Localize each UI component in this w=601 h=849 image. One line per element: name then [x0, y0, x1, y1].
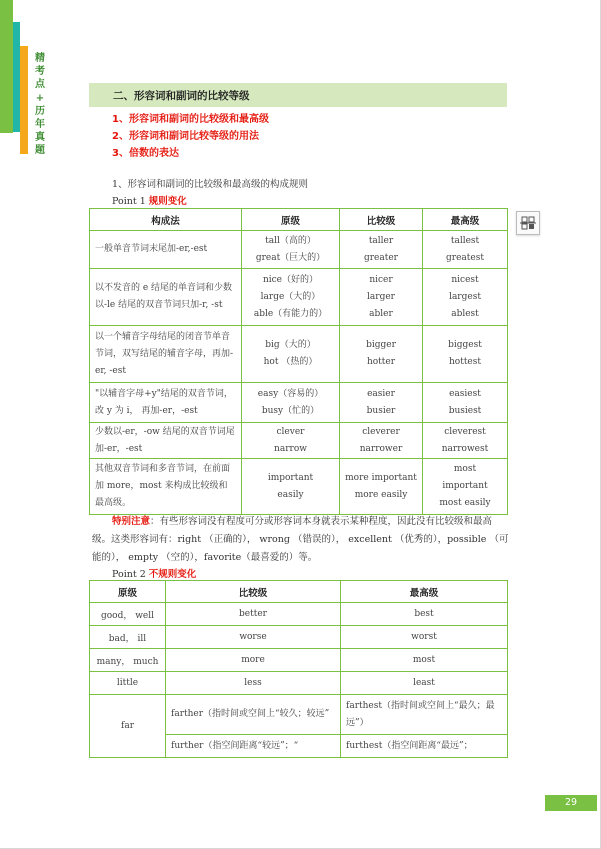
base-cell — [242, 423, 340, 459]
sidebar-char: + — [35, 92, 45, 104]
comparative-word: bigger — [366, 340, 396, 350]
comparative-cell — [340, 423, 423, 459]
comparative-cell: worse — [166, 626, 341, 649]
header-comparative: 比较级 — [340, 209, 423, 231]
base-cell — [242, 383, 340, 423]
header-base: 原级 — [242, 209, 340, 231]
comparative-cell: better — [166, 603, 341, 626]
section-item: 1、形容词和副词的比较级和最高级 — [112, 114, 269, 125]
superlative-cell: furthest（指空间距离“最远”； — [341, 735, 508, 758]
comparative-word: cleverer — [362, 426, 400, 437]
point1-prefix: Point 1 — [112, 196, 149, 207]
base-cell: little — [90, 672, 166, 695]
comparative-cell — [340, 459, 423, 515]
sidebar-char: 年 — [35, 119, 45, 131]
table-row — [90, 649, 508, 672]
header-base: 原级 — [90, 581, 166, 603]
rule-cell: 以一个辅音字母结尾的闭音节单音节词，双写结尾的辅音字母，再加-er, -est — [90, 326, 242, 383]
rule-cell: 一般单音节词末尾加-er,-est — [90, 231, 242, 269]
superlative-word: most easily — [439, 498, 491, 508]
superlative-word: hottest — [448, 357, 481, 367]
superlative-cell: least — [341, 672, 508, 695]
base-word: easily — [277, 489, 304, 500]
superlative-cell — [423, 269, 508, 326]
base-cell — [242, 269, 340, 326]
base-cell: bad， ill — [90, 626, 166, 649]
base-word: able（有能力的） — [253, 308, 328, 319]
base-word: busy（忙的） — [261, 405, 320, 416]
sidebar-char: 历 — [35, 105, 45, 117]
superlative-word: important — [442, 481, 488, 491]
table-row — [90, 672, 508, 695]
base-cell: many， much — [90, 649, 166, 672]
header-superlative: 最高级 — [341, 581, 508, 603]
table-header-row — [90, 581, 508, 603]
note-text: ：有些形容词没有程度可分或形容词本身就表示某种程度，因此没有比较级和最高级。这类形容词有：right （正确的）， wrong （错误的）， excellent （优秀的），possible （可能的）， empty （空的），favorite（最喜爱的）等。 — [92, 516, 509, 563]
special-note — [92, 513, 510, 567]
table-row-far — [90, 695, 508, 735]
section-title: 二、形容词和副词的比较等级 — [113, 90, 250, 102]
comparative-word: hotter — [366, 357, 396, 367]
base-word: hot （热的） — [263, 357, 318, 367]
comparative-cell: less — [166, 672, 341, 695]
superlative-cell — [423, 231, 508, 269]
base-word: tall（高的） — [265, 235, 316, 246]
superlative-word: easiest — [449, 388, 481, 399]
superlative-word: tallest — [450, 235, 480, 246]
comparative-word: more important — [345, 472, 417, 483]
section-item: 3、倍数的表达 — [112, 148, 179, 159]
superlative-cell — [423, 459, 508, 515]
point2-prefix: Point 2 — [112, 569, 149, 580]
superlative-word: biggest — [448, 340, 482, 350]
sidebar-vertical-title — [33, 52, 47, 158]
decor-bar-orange — [20, 46, 28, 154]
superlative-word: ablest — [451, 308, 479, 319]
superlative-cell: most — [341, 649, 508, 672]
table-row — [90, 269, 508, 326]
section-header — [89, 83, 507, 107]
base-word: large（大的） — [260, 291, 321, 302]
superlative-word: nicest — [451, 274, 479, 285]
page-number: 29 — [545, 795, 597, 811]
table-row — [90, 326, 508, 383]
base-word: clever — [276, 426, 305, 437]
base-word: easy（容易的） — [257, 388, 324, 399]
comparative-word: nicer — [369, 274, 393, 285]
table-row — [90, 626, 508, 649]
superlative-word: cleverest — [444, 426, 486, 437]
comparative-cell: more — [166, 649, 341, 672]
superlative-cell — [423, 383, 508, 423]
rule-cell: 少数以-er，-ow 结尾的双音节词尾加-er，-est — [90, 423, 242, 459]
irregular-comparison-table — [89, 580, 508, 758]
base-cell: good， well — [90, 603, 166, 626]
base-word: narrow — [274, 443, 307, 454]
sidebar-char: 点 — [35, 79, 45, 91]
note-label: 特别注意 — [112, 516, 151, 527]
comparative-cell — [340, 231, 423, 269]
table-row — [90, 383, 508, 423]
comparative-cell: farther（指时间或空间上“较久；较远” — [166, 695, 341, 735]
rule-cell: 以不发音的 e 结尾的单音词和少数以-le 结尾的双音节词只加-r, -st — [90, 269, 242, 326]
point1-heading — [112, 193, 187, 207]
comparative-word: easier — [367, 388, 395, 399]
comparative-cell — [340, 326, 423, 383]
superlative-word: most — [453, 464, 477, 474]
superlative-word: greatest — [446, 252, 484, 263]
superlative-cell — [423, 326, 508, 383]
comparative-cell — [340, 269, 423, 326]
superlative-word: largest — [449, 291, 481, 302]
base-word: nice（好的） — [262, 274, 319, 285]
intro-text: 1、形容词和副词的比较级和最高级的构成规则 — [112, 179, 309, 190]
table-row — [90, 603, 508, 626]
point1-title: 规则变化 — [148, 196, 187, 207]
comparative-word: abler — [369, 308, 393, 319]
section-item: 2、形容词和副词比较等级的用法 — [112, 131, 259, 142]
table-row — [90, 459, 508, 515]
sidebar-char: 题 — [35, 145, 45, 157]
base-word: important — [267, 472, 314, 483]
sidebar-char: 考 — [35, 66, 45, 78]
comparative-word: busier — [366, 405, 396, 416]
superlative-cell: farthest（指时间或空间上“最久；最远”） — [341, 695, 508, 735]
base-cell — [242, 326, 340, 383]
header-superlative: 最高级 — [423, 209, 508, 231]
scan-qr-icon[interactable] — [516, 211, 540, 235]
superlative-cell: best — [341, 603, 508, 626]
comparative-word: larger — [367, 291, 395, 302]
decor-bar-green — [0, 0, 13, 133]
header-rule: 构成法 — [90, 209, 242, 231]
comparative-word: narrower — [359, 443, 403, 454]
regular-comparison-table — [89, 208, 508, 515]
sidebar-char: 精 — [35, 53, 45, 64]
table-row — [90, 423, 508, 459]
sidebar-char: 真 — [35, 132, 45, 144]
base-cell — [242, 459, 340, 515]
superlative-cell: worst — [341, 626, 508, 649]
base-cell-far: far — [90, 695, 166, 758]
point2-heading — [112, 566, 196, 580]
point2-title: 不规则变化 — [148, 569, 197, 580]
comparative-word: greater — [363, 252, 398, 263]
comparative-cell: further（指空间距离“较远”；“ — [166, 735, 341, 758]
table-header-row — [90, 209, 508, 231]
superlative-word: busiest — [448, 405, 482, 416]
decor-bar-teal — [13, 22, 20, 132]
header-comparative: 比较级 — [166, 581, 341, 603]
base-cell — [242, 231, 340, 269]
comparative-word: more easily — [354, 489, 408, 500]
rule-cell: "以辅音字母+y"结尾的双音节词，改 y 为 i， 再加-er，-est — [90, 383, 242, 423]
comparative-word: taller — [368, 235, 394, 246]
base-word: great（巨大的） — [255, 252, 326, 263]
base-word: big（大的） — [265, 340, 316, 350]
superlative-cell — [423, 423, 508, 459]
comparative-cell — [340, 383, 423, 423]
rule-cell: 其他双音节词和多音节词，在前面加 more，most 来构成比较级和最高级。 — [90, 459, 242, 515]
superlative-word: narrowest — [441, 443, 489, 454]
table-row — [90, 231, 508, 269]
